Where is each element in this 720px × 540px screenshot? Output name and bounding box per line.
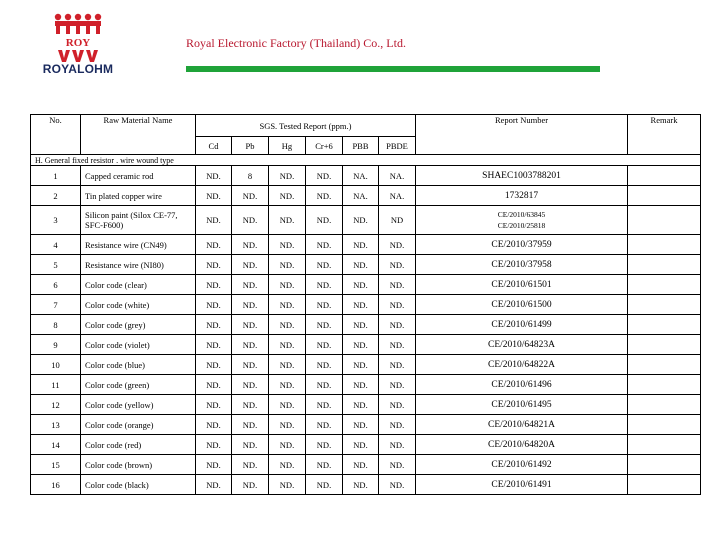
table-row xyxy=(31,275,701,295)
substance-value: ND. xyxy=(269,206,306,235)
report-number: CE/2010/64821A xyxy=(416,415,628,435)
substance-value: ND. xyxy=(196,435,232,455)
substance-value: ND. xyxy=(232,255,269,275)
substance-value: ND. xyxy=(379,435,416,455)
substance-value: ND. xyxy=(306,275,343,295)
substance-value: ND. xyxy=(343,355,379,375)
substance-value: ND. xyxy=(306,335,343,355)
report-number: CE/2010/61491 xyxy=(416,475,628,495)
row-number: 3 xyxy=(31,206,81,235)
substance-value: ND. xyxy=(306,355,343,375)
substance-value: ND. xyxy=(343,295,379,315)
substance-value: ND. xyxy=(306,475,343,495)
substance-value: ND. xyxy=(343,435,379,455)
remark-cell xyxy=(628,475,701,495)
row-number: 8 xyxy=(31,315,81,335)
green-divider xyxy=(186,66,600,72)
table-row xyxy=(31,395,701,415)
report-number: CE/2010/61499 xyxy=(416,315,628,335)
substance-value: ND. xyxy=(269,355,306,375)
substance-value: ND. xyxy=(379,315,416,335)
report-number: CE/2010/64820A xyxy=(416,435,628,455)
substance-value: ND. xyxy=(232,275,269,295)
substance-value: ND. xyxy=(343,206,379,235)
remark-cell xyxy=(628,355,701,375)
substance-value: ND. xyxy=(343,335,379,355)
royalohm-logo xyxy=(28,12,128,78)
header-report: Report Number xyxy=(416,115,628,155)
substance-value: ND. xyxy=(269,395,306,415)
substance-value: ND. xyxy=(306,415,343,435)
row-number: 15 xyxy=(31,455,81,475)
header-substance: Hg xyxy=(269,137,306,155)
row-number: 7 xyxy=(31,295,81,315)
substance-value: ND. xyxy=(269,166,306,186)
header-substance: PBB xyxy=(343,137,379,155)
group-label: H. General fixed resistor . wire wound type xyxy=(31,155,701,166)
remark-cell xyxy=(628,275,701,295)
substance-value: 8 xyxy=(232,166,269,186)
substance-value: ND. xyxy=(343,255,379,275)
substance-value: ND. xyxy=(379,455,416,475)
substance-value: ND. xyxy=(269,375,306,395)
material-name: Color code (grey) xyxy=(81,315,196,335)
row-number: 6 xyxy=(31,275,81,295)
material-name: Color code (white) xyxy=(81,295,196,315)
remark-cell xyxy=(628,395,701,415)
substance-value: ND. xyxy=(196,375,232,395)
row-number: 2 xyxy=(31,186,81,206)
substance-value: ND. xyxy=(343,315,379,335)
substance-value: ND. xyxy=(306,235,343,255)
substance-value: ND. xyxy=(343,395,379,415)
substance-value: ND. xyxy=(306,435,343,455)
substance-value: ND. xyxy=(379,395,416,415)
logo-letters: ROY xyxy=(65,37,91,49)
royalohm-emblem-icon xyxy=(28,12,128,64)
substance-value: ND. xyxy=(343,475,379,495)
row-number: 5 xyxy=(31,255,81,275)
substance-value: ND. xyxy=(196,235,232,255)
table-row xyxy=(31,206,701,235)
material-name: Color code (clear) xyxy=(81,275,196,295)
remark-cell xyxy=(628,315,701,335)
table-row xyxy=(31,375,701,395)
substance-value: ND. xyxy=(269,186,306,206)
substance-value: ND. xyxy=(232,235,269,255)
substance-value: ND. xyxy=(269,455,306,475)
report-number: CE/2010/61492 xyxy=(416,455,628,475)
substance-value: ND. xyxy=(379,415,416,435)
table-row xyxy=(31,235,701,255)
material-name: Color code (brown) xyxy=(81,455,196,475)
remark-cell xyxy=(628,186,701,206)
header-substance: Pb xyxy=(232,137,269,155)
substance-value: ND. xyxy=(196,455,232,475)
substance-value: ND. xyxy=(343,235,379,255)
report-number: CE/2010/61501 xyxy=(416,275,628,295)
material-name: Silicon paint (Silox CE-77, SFC-F600) xyxy=(81,206,196,235)
table-row xyxy=(31,315,701,335)
material-name: Color code (blue) xyxy=(81,355,196,375)
substance-value: ND. xyxy=(379,355,416,375)
substance-value: ND. xyxy=(269,255,306,275)
substance-value: ND. xyxy=(379,295,416,315)
material-name: Tin plated copper wire xyxy=(81,186,196,206)
substance-value: ND. xyxy=(306,375,343,395)
substance-value: ND. xyxy=(232,206,269,235)
substance-value: ND. xyxy=(269,235,306,255)
substance-value: ND. xyxy=(306,206,343,235)
report-number xyxy=(416,206,628,235)
material-name: Color code (orange) xyxy=(81,415,196,435)
substance-value: ND. xyxy=(379,235,416,255)
substance-value: ND. xyxy=(269,295,306,315)
substance-value: ND. xyxy=(232,315,269,335)
table-row xyxy=(31,295,701,315)
row-number: 4 xyxy=(31,235,81,255)
substance-value: ND. xyxy=(232,335,269,355)
substance-value: ND. xyxy=(379,335,416,355)
substance-value: ND. xyxy=(269,275,306,295)
substance-value: ND. xyxy=(196,206,232,235)
substance-value: ND. xyxy=(379,375,416,395)
row-number: 16 xyxy=(31,475,81,495)
report-number: CE/2010/64822A xyxy=(416,355,628,375)
substance-value: NA. xyxy=(343,166,379,186)
substance-value: ND. xyxy=(306,395,343,415)
substance-value: ND. xyxy=(269,435,306,455)
row-number: 12 xyxy=(31,395,81,415)
row-number: 1 xyxy=(31,166,81,186)
remark-cell xyxy=(628,295,701,315)
substance-value: ND. xyxy=(196,315,232,335)
substance-value: ND. xyxy=(306,166,343,186)
report-number: CE/2010/61500 xyxy=(416,295,628,315)
substance-value: ND. xyxy=(232,395,269,415)
substance-value: ND. xyxy=(196,295,232,315)
table-row xyxy=(31,166,701,186)
row-number: 10 xyxy=(31,355,81,375)
substance-value: ND. xyxy=(343,455,379,475)
row-number: 14 xyxy=(31,435,81,455)
substance-value: ND. xyxy=(196,166,232,186)
row-number: 13 xyxy=(31,415,81,435)
substance-value: ND. xyxy=(343,415,379,435)
substance-value: ND. xyxy=(196,335,232,355)
sgs-report-table xyxy=(30,114,701,495)
company-name: Royal Electronic Factory (Thailand) Co., Ltd. xyxy=(186,36,406,50)
table-row xyxy=(31,435,701,455)
substance-value: ND. xyxy=(196,415,232,435)
material-name: Color code (violet) xyxy=(81,335,196,355)
table-row xyxy=(31,255,701,275)
remark-cell xyxy=(628,375,701,395)
report-number-line: CE/2010/25818 xyxy=(497,221,546,230)
header-remark: Remark xyxy=(628,115,701,155)
logo-text: ROYALOHM xyxy=(42,62,114,76)
substance-value: ND. xyxy=(306,295,343,315)
header-substance: Cd xyxy=(196,137,232,155)
table-row xyxy=(31,355,701,375)
substance-value: ND. xyxy=(232,475,269,495)
header-substance: Cr+6 xyxy=(306,137,343,155)
table-row xyxy=(31,335,701,355)
substance-value: ND. xyxy=(232,455,269,475)
substance-value: ND. xyxy=(379,475,416,495)
substance-value: ND. xyxy=(232,435,269,455)
substance-value: NA. xyxy=(343,186,379,206)
substance-value: ND. xyxy=(306,315,343,335)
substance-value: ND. xyxy=(269,415,306,435)
report-number: SHAEC1003788201 xyxy=(416,166,628,186)
report-number: CE/2010/37959 xyxy=(416,235,628,255)
remark-cell xyxy=(628,235,701,255)
header-material: Raw Material Name xyxy=(81,115,196,155)
table-row xyxy=(31,415,701,435)
material-name: Resistance wire (NI80) xyxy=(81,255,196,275)
material-name: Color code (green) xyxy=(81,375,196,395)
row-number: 11 xyxy=(31,375,81,395)
table-row xyxy=(31,186,701,206)
substance-value: NA. xyxy=(379,166,416,186)
material-name: Capped ceramic rod xyxy=(81,166,196,186)
substance-value: NA. xyxy=(379,186,416,206)
remark-cell xyxy=(628,455,701,475)
material-name: Color code (red) xyxy=(81,435,196,455)
substance-value: ND. xyxy=(232,355,269,375)
remark-cell xyxy=(628,166,701,186)
header-substance: PBDE xyxy=(379,137,416,155)
substance-value: ND. xyxy=(379,275,416,295)
header-no: No. xyxy=(31,115,81,155)
substance-value: ND. xyxy=(306,255,343,275)
substance-value: ND. xyxy=(232,295,269,315)
substance-value: ND. xyxy=(196,186,232,206)
row-number: 9 xyxy=(31,335,81,355)
report-number: CE/2010/37958 xyxy=(416,255,628,275)
report-number-line: CE/2010/63845 xyxy=(497,210,546,219)
remark-cell xyxy=(628,435,701,455)
substance-value: ND. xyxy=(269,315,306,335)
substance-value: ND. xyxy=(232,415,269,435)
substance-value: ND. xyxy=(269,475,306,495)
substance-value: ND. xyxy=(379,255,416,275)
material-name: Resistance wire (CN49) xyxy=(81,235,196,255)
substance-value: ND. xyxy=(343,375,379,395)
report-number: CE/2010/64823A xyxy=(416,335,628,355)
substance-value: ND. xyxy=(306,455,343,475)
substance-value: ND xyxy=(379,206,416,235)
substance-value: ND. xyxy=(196,475,232,495)
table-row xyxy=(31,455,701,475)
substance-value: ND. xyxy=(232,186,269,206)
remark-cell xyxy=(628,206,701,235)
material-name: Color code (yellow) xyxy=(81,395,196,415)
table-row xyxy=(31,475,701,495)
remark-cell xyxy=(628,335,701,355)
material-name: Color code (black) xyxy=(81,475,196,495)
remark-cell xyxy=(628,255,701,275)
substance-value: ND. xyxy=(196,355,232,375)
header-sgs: SGS. Tested Report (ppm.) xyxy=(196,115,416,137)
substance-value: ND. xyxy=(196,255,232,275)
report-number: 1732817 xyxy=(416,186,628,206)
remark-cell xyxy=(628,415,701,435)
substance-value: ND. xyxy=(232,375,269,395)
report-number: CE/2010/61495 xyxy=(416,395,628,415)
substance-value: ND. xyxy=(343,275,379,295)
report-number: CE/2010/61496 xyxy=(416,375,628,395)
substance-value: ND. xyxy=(269,335,306,355)
substance-value: ND. xyxy=(196,395,232,415)
substance-value: ND. xyxy=(196,275,232,295)
substance-value: ND. xyxy=(306,186,343,206)
